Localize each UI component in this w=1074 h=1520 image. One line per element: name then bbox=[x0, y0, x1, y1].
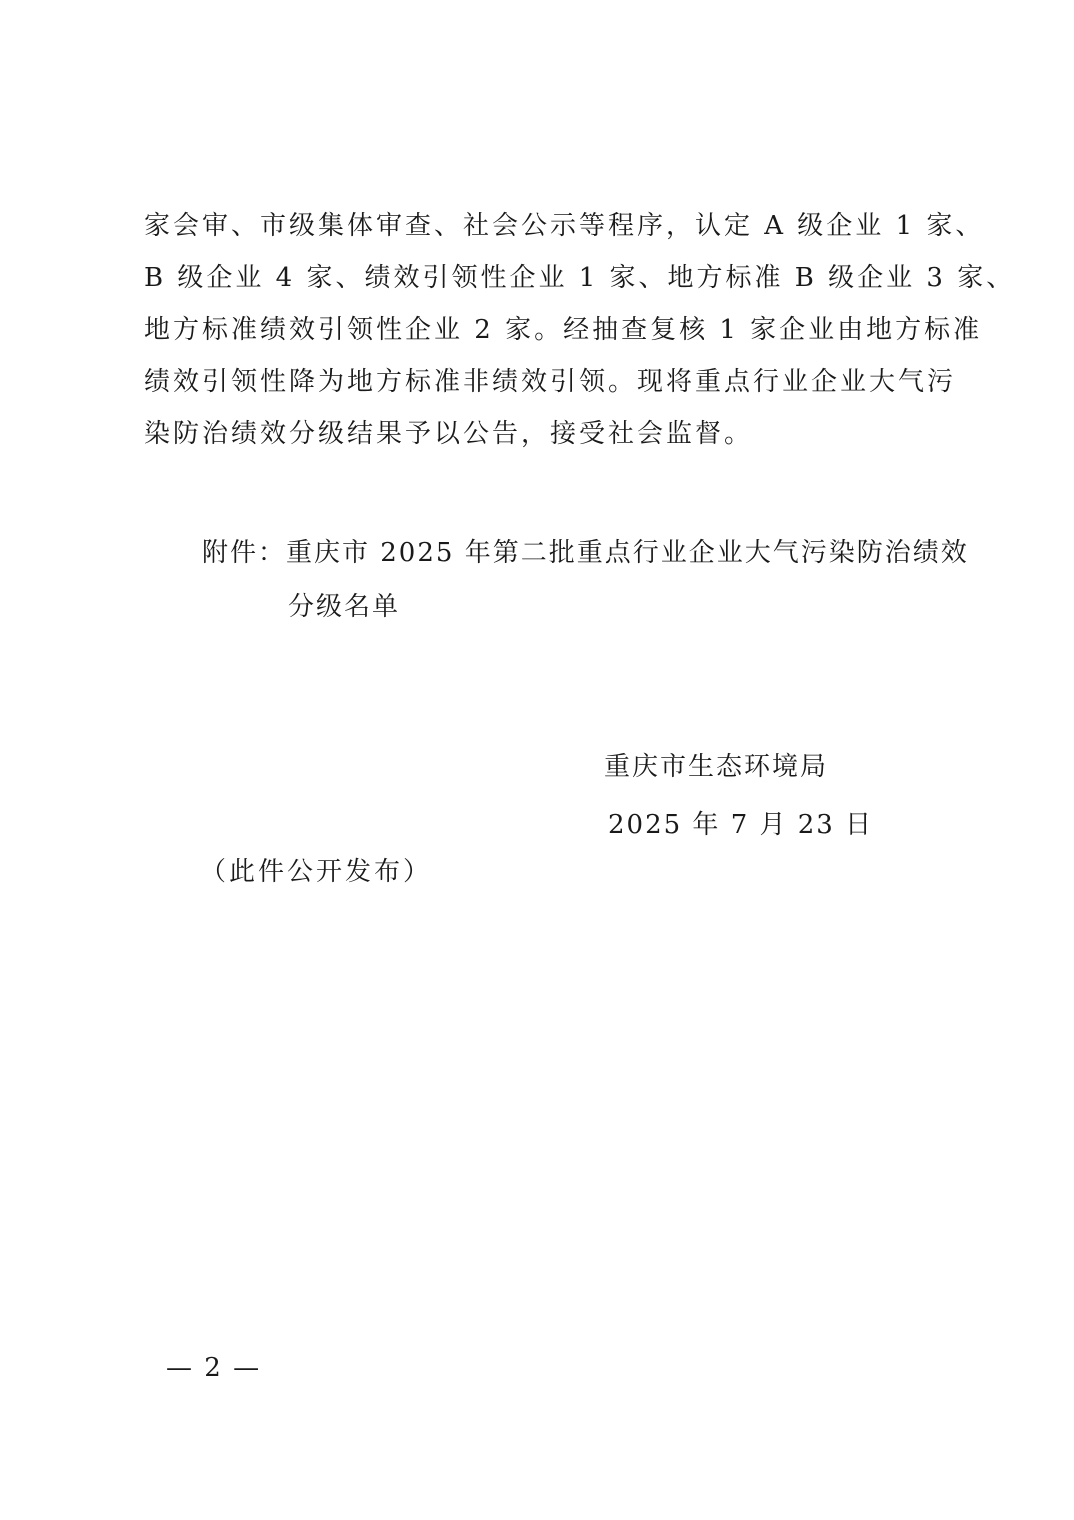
body-line: 家会审、市级集体审查、社会公示等程序，认定 A 级企业 1 家、 bbox=[144, 211, 985, 241]
body-line: 染防治绩效分级结果予以公告，接受社会监督。 bbox=[144, 419, 754, 449]
page-number: — 2 — bbox=[166, 1353, 262, 1383]
public-release-note: （此件公开发布） bbox=[200, 857, 433, 887]
body-line: B 级企业 4 家、绩效引领性企业 1 家、地方标准 B 级企业 3 家、 bbox=[144, 263, 1016, 293]
issue-date: 2025 年 7 月 23 日 bbox=[608, 810, 874, 840]
attachment-note bbox=[202, 526, 969, 634]
body-line: 绩效引领性降为地方标准非绩效引领。现将重点行业企业大气污 bbox=[144, 367, 957, 397]
signature-block bbox=[604, 738, 873, 854]
attachment-line-1: 附件：重庆市 2025 年第二批重点行业企业大气污染防治绩效 bbox=[202, 538, 969, 568]
attachment-line-2: 分级名单 bbox=[288, 592, 401, 622]
issuer-name: 重庆市生态环境局 bbox=[604, 752, 829, 782]
body-paragraph bbox=[144, 200, 1016, 460]
body-line: 地方标准绩效引领性企业 2 家。经抽查复核 1 家企业由地方标准 bbox=[144, 315, 983, 345]
